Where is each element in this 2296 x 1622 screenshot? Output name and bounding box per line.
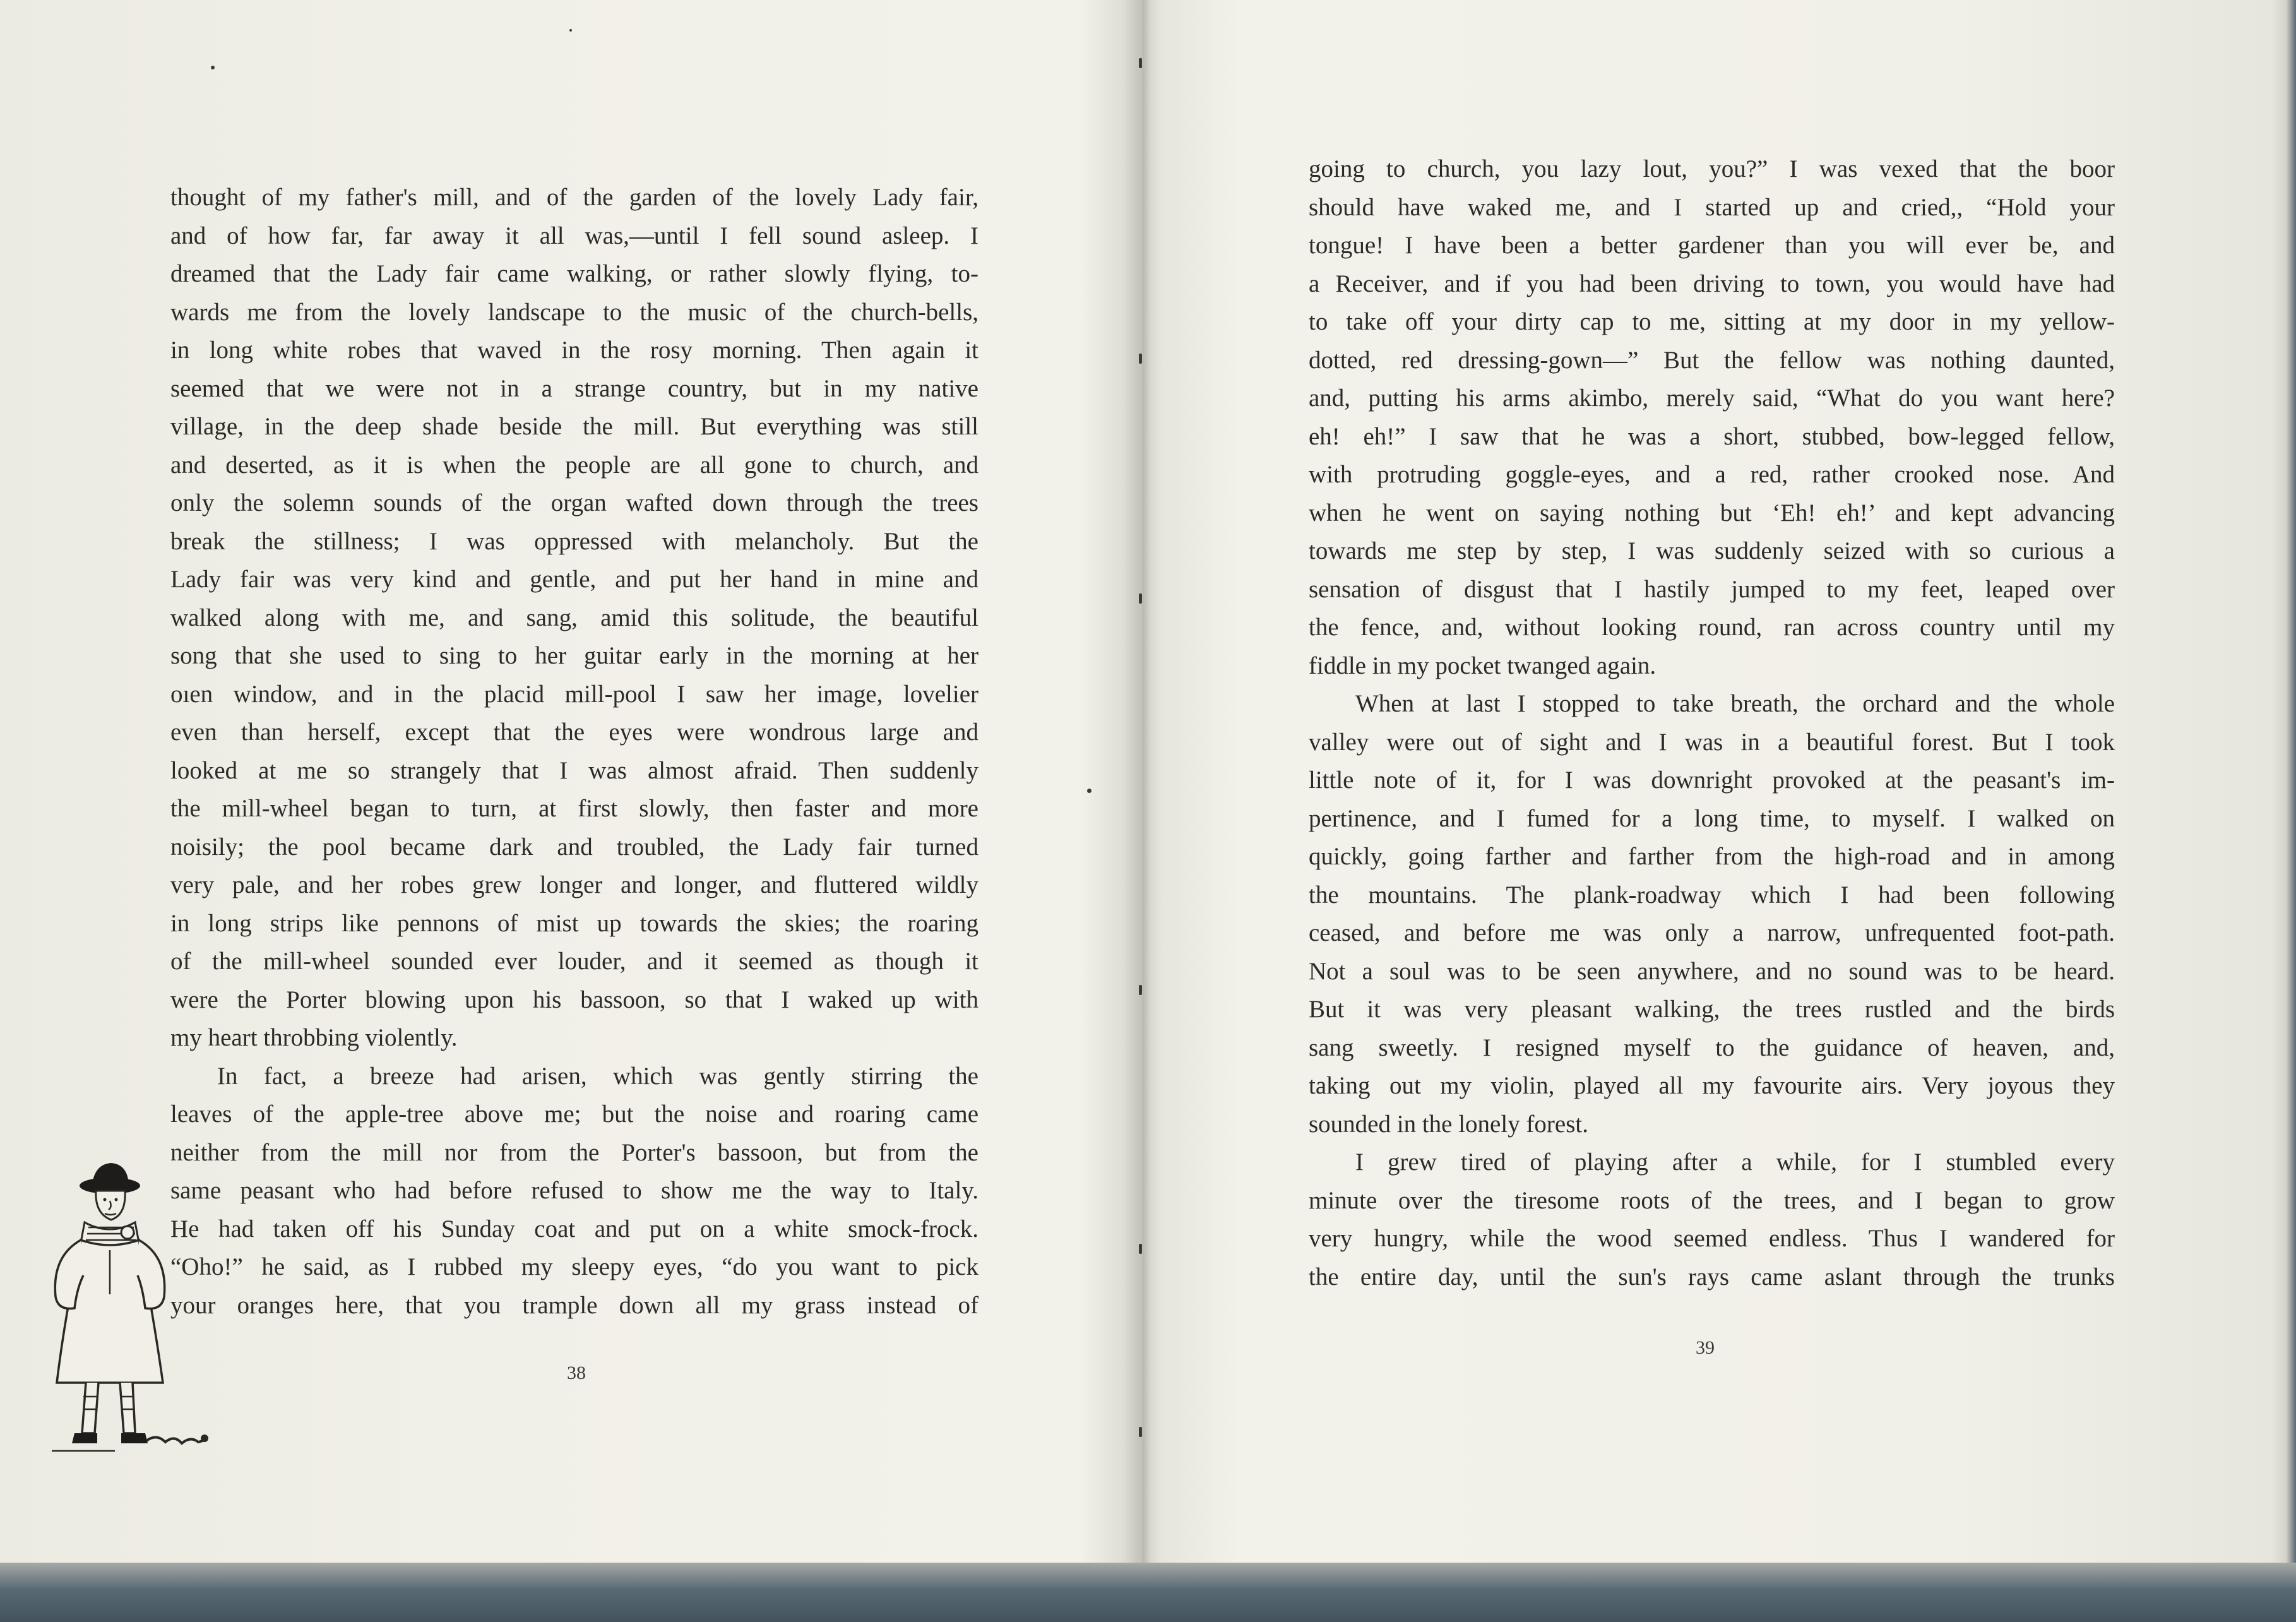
text-line: He had taken off his Sunday coat and put on a white smock-frock. (170, 1215, 978, 1243)
text-line: I grew tired of playing after a while, for I stumbled every (1355, 1148, 2115, 1176)
binding-stitch (1139, 354, 1142, 364)
book-gutter (1124, 0, 1162, 1572)
paper-speck (211, 66, 215, 69)
text-line: when he went on saying nothing but ‘Eh! eh!’ and kept advancing (1309, 499, 2115, 527)
text-line: a Receiver, and if you had been driving to town, you would have had (1309, 270, 2115, 297)
page-number: 39 (1696, 1337, 1715, 1358)
text-line: even than herself, except that the eyes were wondrous large and (170, 719, 978, 746)
text-line: quickly, going farther and farther from the high-road and in among (1309, 843, 2115, 870)
left-page (170, 179, 978, 1325)
text-line: very hungry, while the wood seemed endless. Thus I wandered for (1309, 1225, 2115, 1252)
binding-stitch (1139, 1427, 1142, 1437)
text-line: noisily; the pool became dark and troubled, the Lady fair turned (170, 833, 978, 861)
text-line: “Oho!” he said, as I rubbed my sleepy eyes, “do you want to pick (170, 1253, 978, 1280)
text-line: walked along with me, and sang, amid this solitude, the beautiful (170, 604, 978, 631)
text-line: my heart throbbing violently. (170, 1024, 458, 1051)
text-line: the mountains. The plank-roadway which I had been following (1309, 881, 2115, 909)
text-line: sounded in the lonely forest. (1309, 1110, 1588, 1138)
text-line: seemed that we were not in a strange country, but in my native (170, 374, 978, 402)
text-line: eh! eh!” I saw that he was a short, stubbed, bow-legged fellow, (1309, 422, 2115, 450)
text-line: fiddle in my pocket twanged again. (1309, 652, 1657, 679)
text-line: In fact, a breeze had arisen, which was gently stirring the (217, 1062, 978, 1090)
text-line: to take off your dirty cap to me, sitting at my door in my yellow- (1309, 308, 2115, 335)
text-line: neither from the mill nor from the Porter's bassoon, but from the (170, 1138, 978, 1166)
text-line: the mill-wheel began to turn, at first slowly, then faster and more (170, 795, 978, 822)
text-line: valley were out of sight and I was in a beautiful forest. But I took (1309, 728, 2115, 756)
text-line: looked at me so strangely that I was almost afraid. Then suddenly (170, 756, 978, 784)
text-line: and deserted, as it is when the people are all gone to church, and (170, 451, 978, 479)
table-surface (0, 1563, 2296, 1622)
right-page (1309, 150, 2115, 1296)
text-line: the entire day, until the sun's rays came aslant through the trunks (1309, 1263, 2115, 1291)
text-line: minute over the tiresome roots of the trees, and I began to grow (1309, 1186, 2115, 1214)
text-line: with protruding goggle-eyes, and a red, rather crooked nose. And (1309, 461, 2115, 488)
text-line: the fence, and, without looking round, ran across country until my (1309, 614, 2115, 641)
text-line: and of how far, far away it all was,—until I fell sound asleep. I (170, 222, 978, 249)
text-line: thought of my father's mill, and of the garden of the lovely Lady fair, (170, 184, 978, 211)
paper-speck (1087, 789, 1091, 793)
binding-stitch (1139, 1244, 1142, 1254)
text-line: pertinence, and I fumed for a long time, to myself. I walked on (1309, 804, 2115, 832)
binding-stitch (1139, 593, 1142, 604)
paper-speck (569, 29, 572, 32)
text-line: were the Porter blowing upon his bassoon, so that I waked up with (170, 986, 978, 1013)
text-line: village, in the deep shade beside the mill. But everything was still (170, 413, 978, 440)
text-line: and, putting his arms akimbo, merely said, “What do you want here? (1309, 385, 2115, 412)
text-line: towards me step by step, I was suddenly seized with so curious a (1309, 537, 2115, 564)
text-line: wards me from the lovely landscape to the music of the church-bells, (170, 298, 978, 326)
text-line: Lady fair was very kind and gentle, and put her hand in mine and (170, 566, 978, 593)
text-line: little note of it, for I was downright provoked at the peasant's im- (1309, 766, 2115, 794)
text-line: only the solemn sounds of the organ wafted down through the trees (170, 489, 978, 516)
text-line: song that she used to sing to her guitar early in the morning at her (170, 642, 978, 669)
text-line: Not a soul was to be seen anywhere, and no sound was to be heard. (1309, 957, 2115, 985)
peasant-illustration (39, 1162, 229, 1465)
binding-stitch (1139, 985, 1142, 995)
page-number: 38 (567, 1363, 586, 1383)
text-line: should have waked me, and I started up and cried,, “Hold your (1309, 193, 2115, 221)
text-line: dreamed that the Lady fair came walking, or rather slowly flying, to- (170, 260, 978, 287)
text-line: tongue! I have been a better gardener than you will ever be, and (1309, 232, 2115, 259)
text-line: But it was very pleasant walking, the trees rustled and the birds (1309, 996, 2115, 1023)
text-line: leaves of the apple-tree above me; but the noise and roaring came (170, 1100, 978, 1128)
text-line: your oranges here, that you trample down all my grass instead of (170, 1291, 978, 1319)
text-line: of the mill-wheel sounded ever louder, and it seemed as though it (170, 948, 978, 975)
text-line: When at last I stopped to take breath, the orchard and the whole (1355, 690, 2115, 717)
binding-stitch (1139, 58, 1142, 68)
text-line: very pale, and her robes grew longer and longer, and fluttered wildly (170, 871, 978, 898)
text-line: break the stillness; I was oppressed with melancholy. But the (170, 527, 978, 555)
text-line: dotted, red dressing-gown—” But the fellow was nothing daunted, (1309, 346, 2115, 374)
text-line: ceased, and before me was only a narrow, unfrequented foot-path. (1309, 919, 2115, 946)
text-line: oıen window, and in the placid mill-pool I saw her image, lovelier (170, 680, 978, 708)
text-line: in long white robes that waved in the rosy morning. Then again it (170, 337, 978, 364)
page-edge (2271, 0, 2296, 1572)
text-line: going to church, you lazy lout, you?” I was vexed that the boor (1309, 155, 2115, 182)
text-line: sang sweetly. I resigned myself to the guidance of heaven, and, (1309, 1034, 2115, 1061)
text-line: sensation of disgust that I hastily jumped to my feet, leaped over (1309, 575, 2115, 603)
text-line: taking out my violin, played all my favourite airs. Very joyous they (1309, 1072, 2115, 1099)
text-line: in long strips like pennons of mist up towards the skies; the roaring (170, 909, 978, 937)
text-line: same peasant who had before refused to show me the way to Italy. (170, 1177, 978, 1204)
